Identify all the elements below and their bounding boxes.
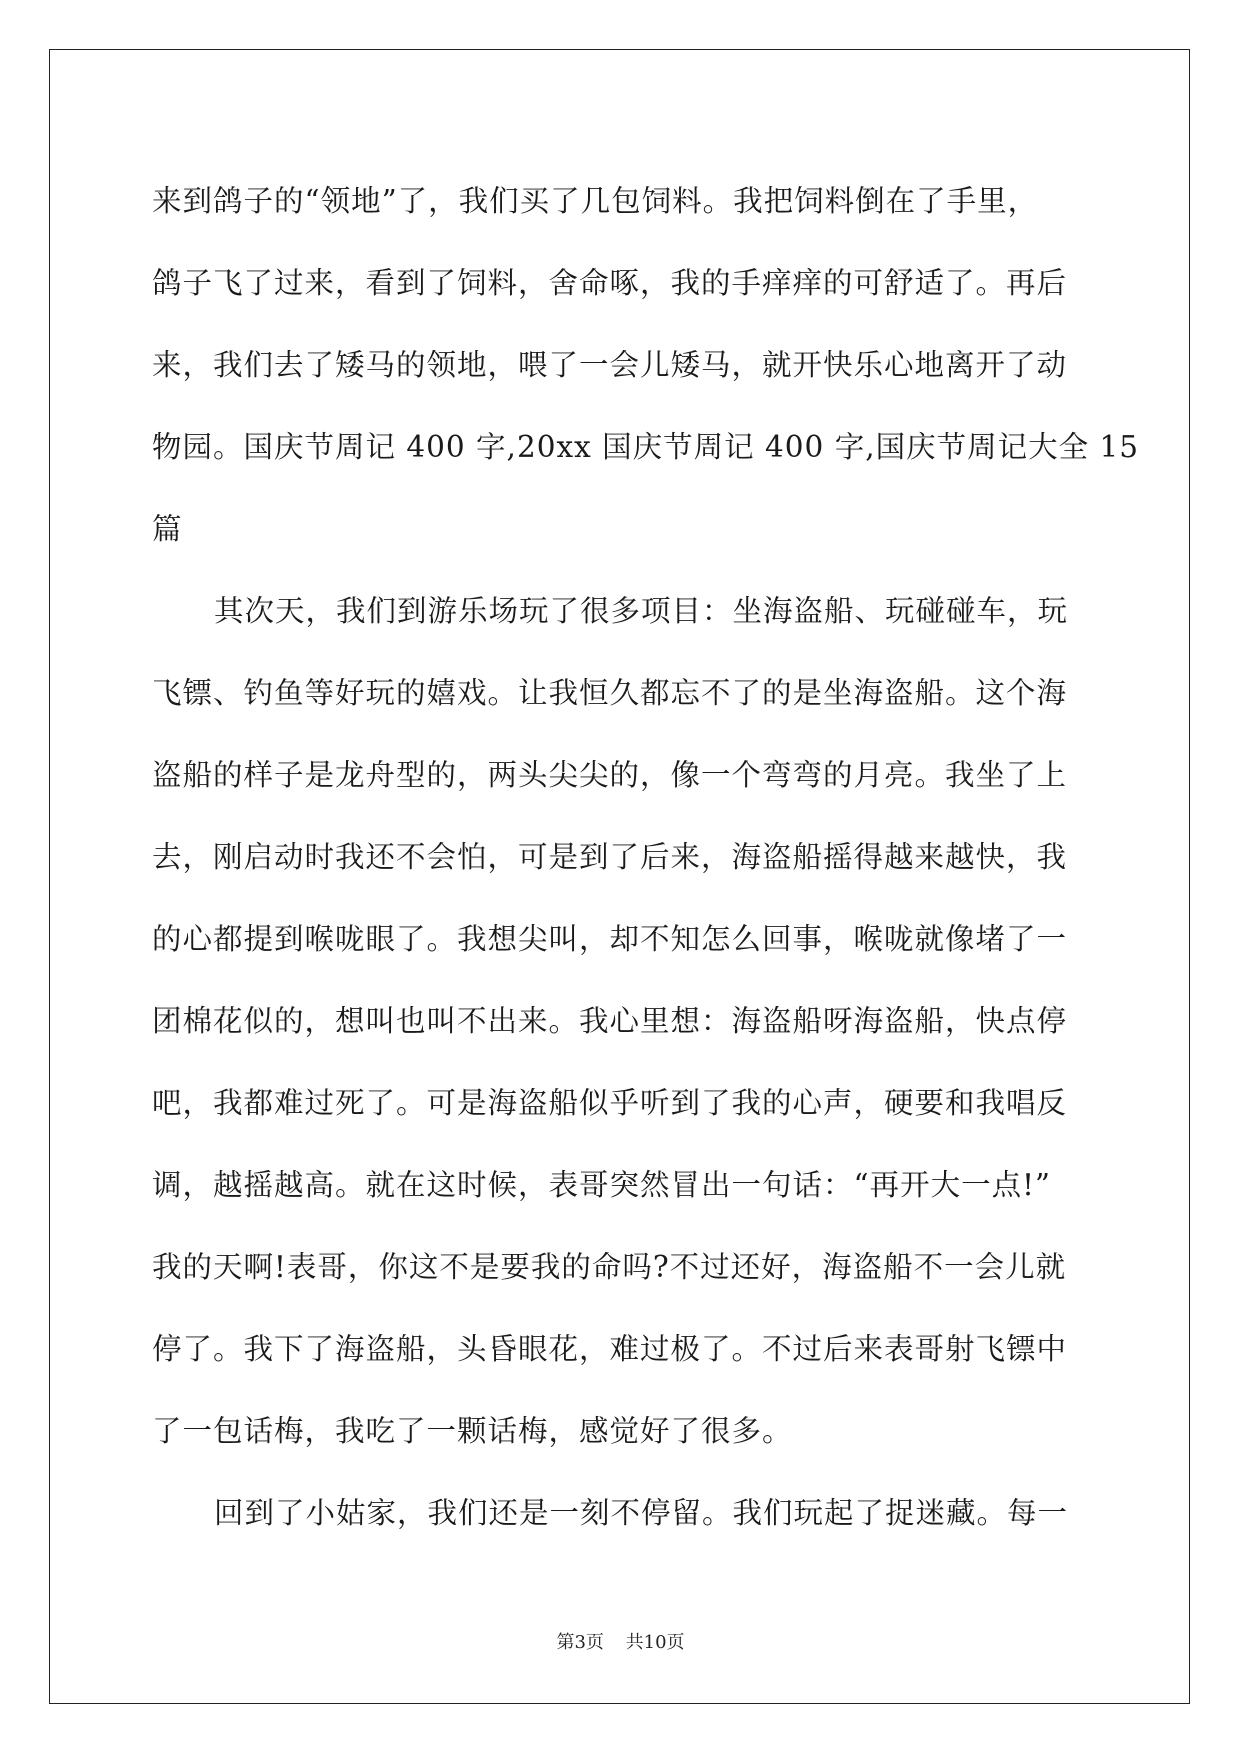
page-footer — [0, 1628, 1241, 1654]
text-line: 团棉花似的，想叫也叫不出来。我心里想：海盗船呀海盗船，快点停 — [152, 1004, 1068, 1038]
paragraph-start-line: 回到了小姑家，我们还是一刻不停留。我们玩起了捉迷藏。每一 — [214, 1496, 1069, 1530]
text-line: 盗船的样子是龙舟型的，两头尖尖的，像一个弯弯的月亮。我坐了上 — [152, 758, 1068, 792]
document-body — [152, 160, 1139, 1554]
text-line: 了一包话梅，我吃了一颗话梅，感觉好了很多。 — [152, 1414, 793, 1448]
text-line: 调，越摇越高。就在这时候，表哥突然冒出一句话：“再开大一点!” — [152, 1168, 1052, 1202]
page-number: 第3页 — [556, 1632, 604, 1653]
text-line: 吧，我都难过死了。可是海盗船似乎听到了我的心声，硬要和我唱反 — [152, 1086, 1068, 1120]
paragraph-start-line: 其次天，我们到游乐场玩了很多项目：坐海盗船、玩碰碰车，玩 — [214, 594, 1069, 628]
page-total: 共10页 — [625, 1632, 685, 1653]
text-line: 停了。我下了海盗船，头昏眼花，难过极了。不过后来表哥射飞镖中 — [152, 1332, 1068, 1366]
text-line: 物园。国庆节周记 400 字,20xx 国庆节周记 400 字,国庆节周记大全 15 — [152, 430, 1139, 464]
text-line: 篇 — [152, 512, 183, 546]
text-line: 鸽子飞了过来，看到了饲料，舍命啄，我的手痒痒的可舒适了。再后 — [152, 266, 1068, 300]
text-line: 我的天啊!表哥，你这不是要我的命吗?不过还好，海盗船不一会儿就 — [152, 1250, 1067, 1284]
text-line: 飞镖、钓鱼等好玩的嬉戏。让我恒久都忘不了的是坐海盗船。这个海 — [152, 676, 1068, 710]
text-line: 来到鸽子的“领地”了，我们买了几包饲料。我把饲料倒在了手里， — [152, 184, 1039, 218]
text-line: 来，我们去了矮马的领地，喂了一会儿矮马，就开快乐心地离开了动 — [152, 348, 1068, 382]
text-line: 的心都提到喉咙眼了。我想尖叫，却不知怎么回事，喉咙就像堵了一 — [152, 922, 1068, 956]
text-line: 去，刚启动时我还不会怕，可是到了后来，海盗船摇得越来越快，我 — [152, 840, 1068, 874]
